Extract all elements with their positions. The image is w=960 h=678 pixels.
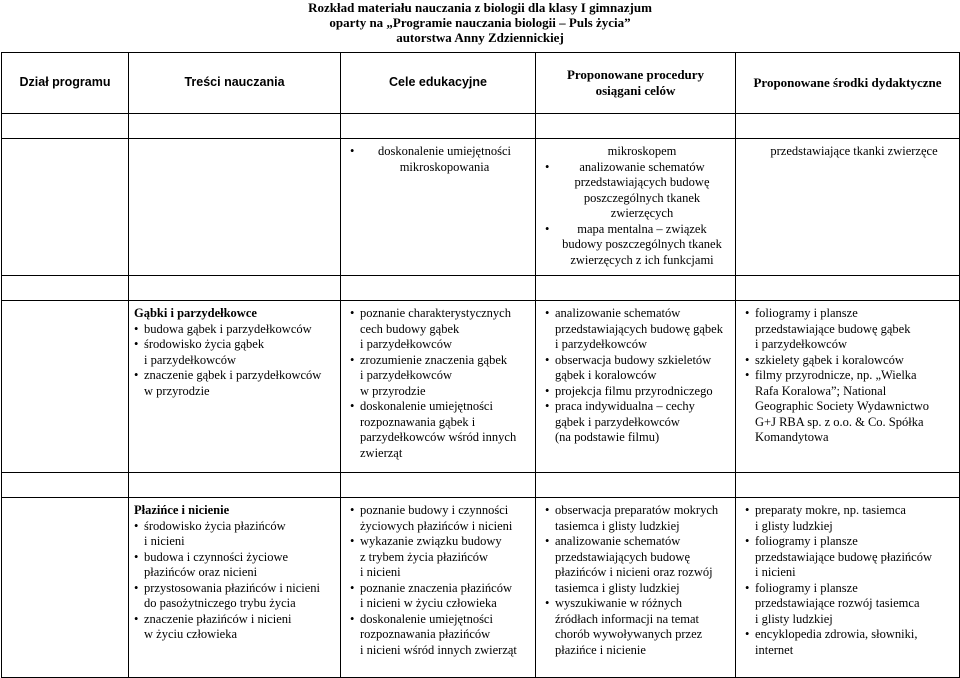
list-item: przedstawiających budowę — [574, 175, 710, 189]
list-item: przedstawiające tkanki zwierzęce — [770, 144, 938, 158]
list-item: • praca indywidualna – cechy — [544, 399, 729, 415]
cell-list — [736, 301, 959, 452]
list-item: internet — [755, 642, 794, 657]
cell-list — [536, 139, 735, 274]
list-item: tasiemca i glisty ludzkiej — [555, 518, 680, 533]
list-item: zwierzęcych — [610, 206, 674, 220]
row1-srodki — [736, 139, 960, 276]
header-procedury — [536, 53, 736, 114]
list-item: • wykazanie związku budowy — [349, 534, 529, 550]
list-item: • analizowanie schematów — [544, 160, 729, 176]
header-cele-edukacyjne: Cele edukacyjne — [341, 53, 536, 114]
list-item: cech budowy gąbek — [360, 321, 460, 336]
row3-dzial — [2, 498, 129, 678]
list-item: • foliogramy i plansze — [744, 534, 953, 550]
list-item: mikroskopem — [607, 144, 677, 158]
document-title-line-3: autorstwa Anny Zdziennickiej — [396, 30, 564, 45]
spacer-row — [2, 276, 960, 301]
list-item: chorób wywoływanych przez — [555, 627, 703, 641]
row1-tresci — [129, 139, 341, 276]
list-item: (na podstawie filmu) — [555, 430, 660, 444]
row2-tresci — [129, 301, 341, 473]
list-item: i nicieni — [144, 534, 185, 548]
list-item: parzydełkowców wśród innych — [360, 430, 517, 444]
list-item: • analizowanie schematów — [544, 306, 729, 322]
list-item: • środowisko życia gąbek — [133, 337, 334, 353]
section-heading: Gąbki i parzydełkowce — [134, 306, 257, 320]
list-item: Geographic Society Wydawnictwo — [755, 399, 929, 413]
list-item: gąbek i parzydełkowców — [555, 414, 680, 429]
table-row — [2, 139, 960, 276]
list-item: i nicieni — [360, 565, 401, 579]
list-item: • doskonalenie umiejętności — [349, 399, 529, 415]
list-item: rozpoznawania gąbek i — [360, 414, 476, 429]
list-item: • szkielety gąbek i koralowców — [744, 353, 953, 369]
row3-cele — [341, 498, 536, 678]
row3-srodki — [736, 498, 960, 678]
list-item: płazińce i nicienie — [555, 642, 646, 657]
list-item: • budowa gąbek i parzydełkowców — [133, 322, 334, 338]
list-item: przedstawiających budowę — [555, 549, 691, 564]
cell-list — [736, 139, 959, 166]
list-item: poszczególnych tkanek — [583, 190, 701, 205]
list-item: • przystosowania płazińców i nicieni — [133, 581, 334, 597]
list-item: • poznanie budowy i czynności — [349, 503, 529, 519]
list-item: • budowa i czynności życiowe — [133, 550, 334, 566]
table-row — [2, 498, 960, 678]
row1-procedury — [536, 139, 736, 276]
list-item: • środowisko życia płazińców — [133, 519, 334, 535]
list-item: i parzydełkowców — [555, 337, 647, 351]
list-item: przedstawiające rozwój tasiemca — [755, 596, 920, 610]
section-heading: Płazińce i nicienie — [134, 503, 230, 517]
list-item: • filmy przyrodnicze, np. „Wielka — [744, 368, 953, 384]
list-item: • analizowanie schematów — [544, 534, 729, 550]
list-item: i parzydełkowców — [755, 337, 847, 351]
spacer-row — [2, 114, 960, 139]
list-item: • doskonalenie umiejętności — [349, 144, 529, 160]
list-item: płazińców i nicieni oraz rozwój — [555, 565, 713, 579]
list-item: • poznanie charakterystycznych — [349, 306, 529, 322]
list-item: w przyrodzie — [360, 383, 426, 398]
row1-cele — [341, 139, 536, 276]
row3-procedury — [536, 498, 736, 678]
cell-list — [341, 301, 535, 467]
list-item: mikroskopowania — [399, 159, 490, 174]
list-item: i parzydełkowców — [360, 337, 452, 351]
row2-dzial — [2, 301, 129, 473]
list-item: • obserwacja budowy szkieletów — [544, 353, 729, 369]
list-item: źródłach informacji na temat — [555, 611, 700, 626]
cell-list — [536, 301, 735, 452]
list-item: i glisty ludzkiej — [755, 611, 833, 626]
list-item: i nicieni — [755, 565, 796, 579]
row1-dzial — [2, 139, 129, 276]
list-item: tasiemca i glisty ludzkiej — [555, 580, 680, 595]
list-item: G+J RBA sp. z o.o. & Co. Spółka — [755, 414, 924, 429]
row2-procedury — [536, 301, 736, 473]
list-item: • znaczenie płazińców i nicieni — [133, 612, 334, 628]
cell-list — [129, 301, 340, 405]
list-item: • preparaty mokre, np. tasiemca — [744, 503, 953, 519]
list-item: rozpoznawania płazińców — [360, 627, 491, 641]
header-tresci-nauczania: Treści nauczania — [129, 53, 341, 114]
list-item: • foliogramy i plansze — [744, 306, 953, 322]
list-item: • doskonalenie umiejętności — [349, 612, 529, 628]
document-title-line-1: Rozkład materiału nauczania z biologii dla klasy I gimnazjum — [308, 0, 652, 15]
list-item: w życiu człowieka — [144, 627, 238, 641]
list-item: przedstawiających budowę gąbek — [555, 321, 723, 336]
list-item: i nicieni wśród innych zwierząt — [360, 642, 517, 657]
list-item: Rafa Koralowa”; National — [755, 383, 887, 398]
cell-list — [736, 498, 959, 664]
list-item: życiowych płazińców i nicieni — [360, 518, 513, 533]
cell-list — [341, 498, 535, 664]
list-item: • projekcja filmu przyrodniczego — [544, 384, 729, 400]
list-item: • poznanie znaczenia płazińców — [349, 581, 529, 597]
list-item: i parzydełkowców — [144, 352, 236, 367]
header-row — [2, 53, 960, 114]
list-item: budowy poszczególnych tkanek — [562, 237, 722, 251]
cell-list — [341, 139, 535, 181]
list-item: i glisty ludzkiej — [755, 518, 833, 533]
list-item: zwierzęcych z ich funkcjami — [570, 252, 714, 267]
list-item: przedstawiające budowę gąbek — [755, 321, 911, 336]
list-item: Komandytowa — [755, 430, 829, 444]
row2-srodki — [736, 301, 960, 473]
row2-cele — [341, 301, 536, 473]
list-item: • encyklopedia zdrowia, słowniki, — [744, 627, 953, 643]
list-item: przedstawiające budowę płazińców — [755, 549, 933, 564]
table-row — [2, 301, 960, 473]
list-item: • mapa mentalna – związek — [544, 222, 729, 238]
list-item: • foliogramy i plansze — [744, 581, 953, 597]
list-item: i nicieni w życiu człowieka — [360, 596, 497, 610]
list-item: w przyrodzie — [144, 383, 210, 398]
curriculum-table — [1, 52, 960, 678]
list-item: z trybem życia płazińców — [360, 549, 489, 564]
list-item: • wyszukiwanie w różnych — [544, 596, 729, 612]
cell-list — [129, 498, 340, 649]
list-item: płazińców oraz nicieni — [144, 565, 258, 579]
list-item: • znaczenie gąbek i parzydełkowców — [133, 368, 334, 384]
list-item: i parzydełkowców — [360, 368, 452, 382]
header-procedury-text: Proponowane procedury osiągani celów — [566, 67, 705, 98]
header-srodki-dydaktyczne: Proponowane środki dydaktyczne — [736, 53, 960, 114]
row3-tresci — [129, 498, 341, 678]
list-item: • zrozumienie znaczenia gąbek — [349, 353, 529, 369]
spacer-row — [2, 473, 960, 498]
header-dzial-programu: Dział programu — [2, 53, 129, 114]
list-item: • obserwacja preparatów mokrych — [544, 503, 729, 519]
document-title-line-2: oparty na „Programie nauczania biologii – Puls życia” — [329, 15, 631, 30]
cell-list — [536, 498, 735, 664]
list-item: gąbek i koralowców — [555, 368, 657, 382]
list-item: do pasożytniczego trybu życia — [144, 596, 296, 610]
list-item: zwierząt — [360, 445, 403, 460]
